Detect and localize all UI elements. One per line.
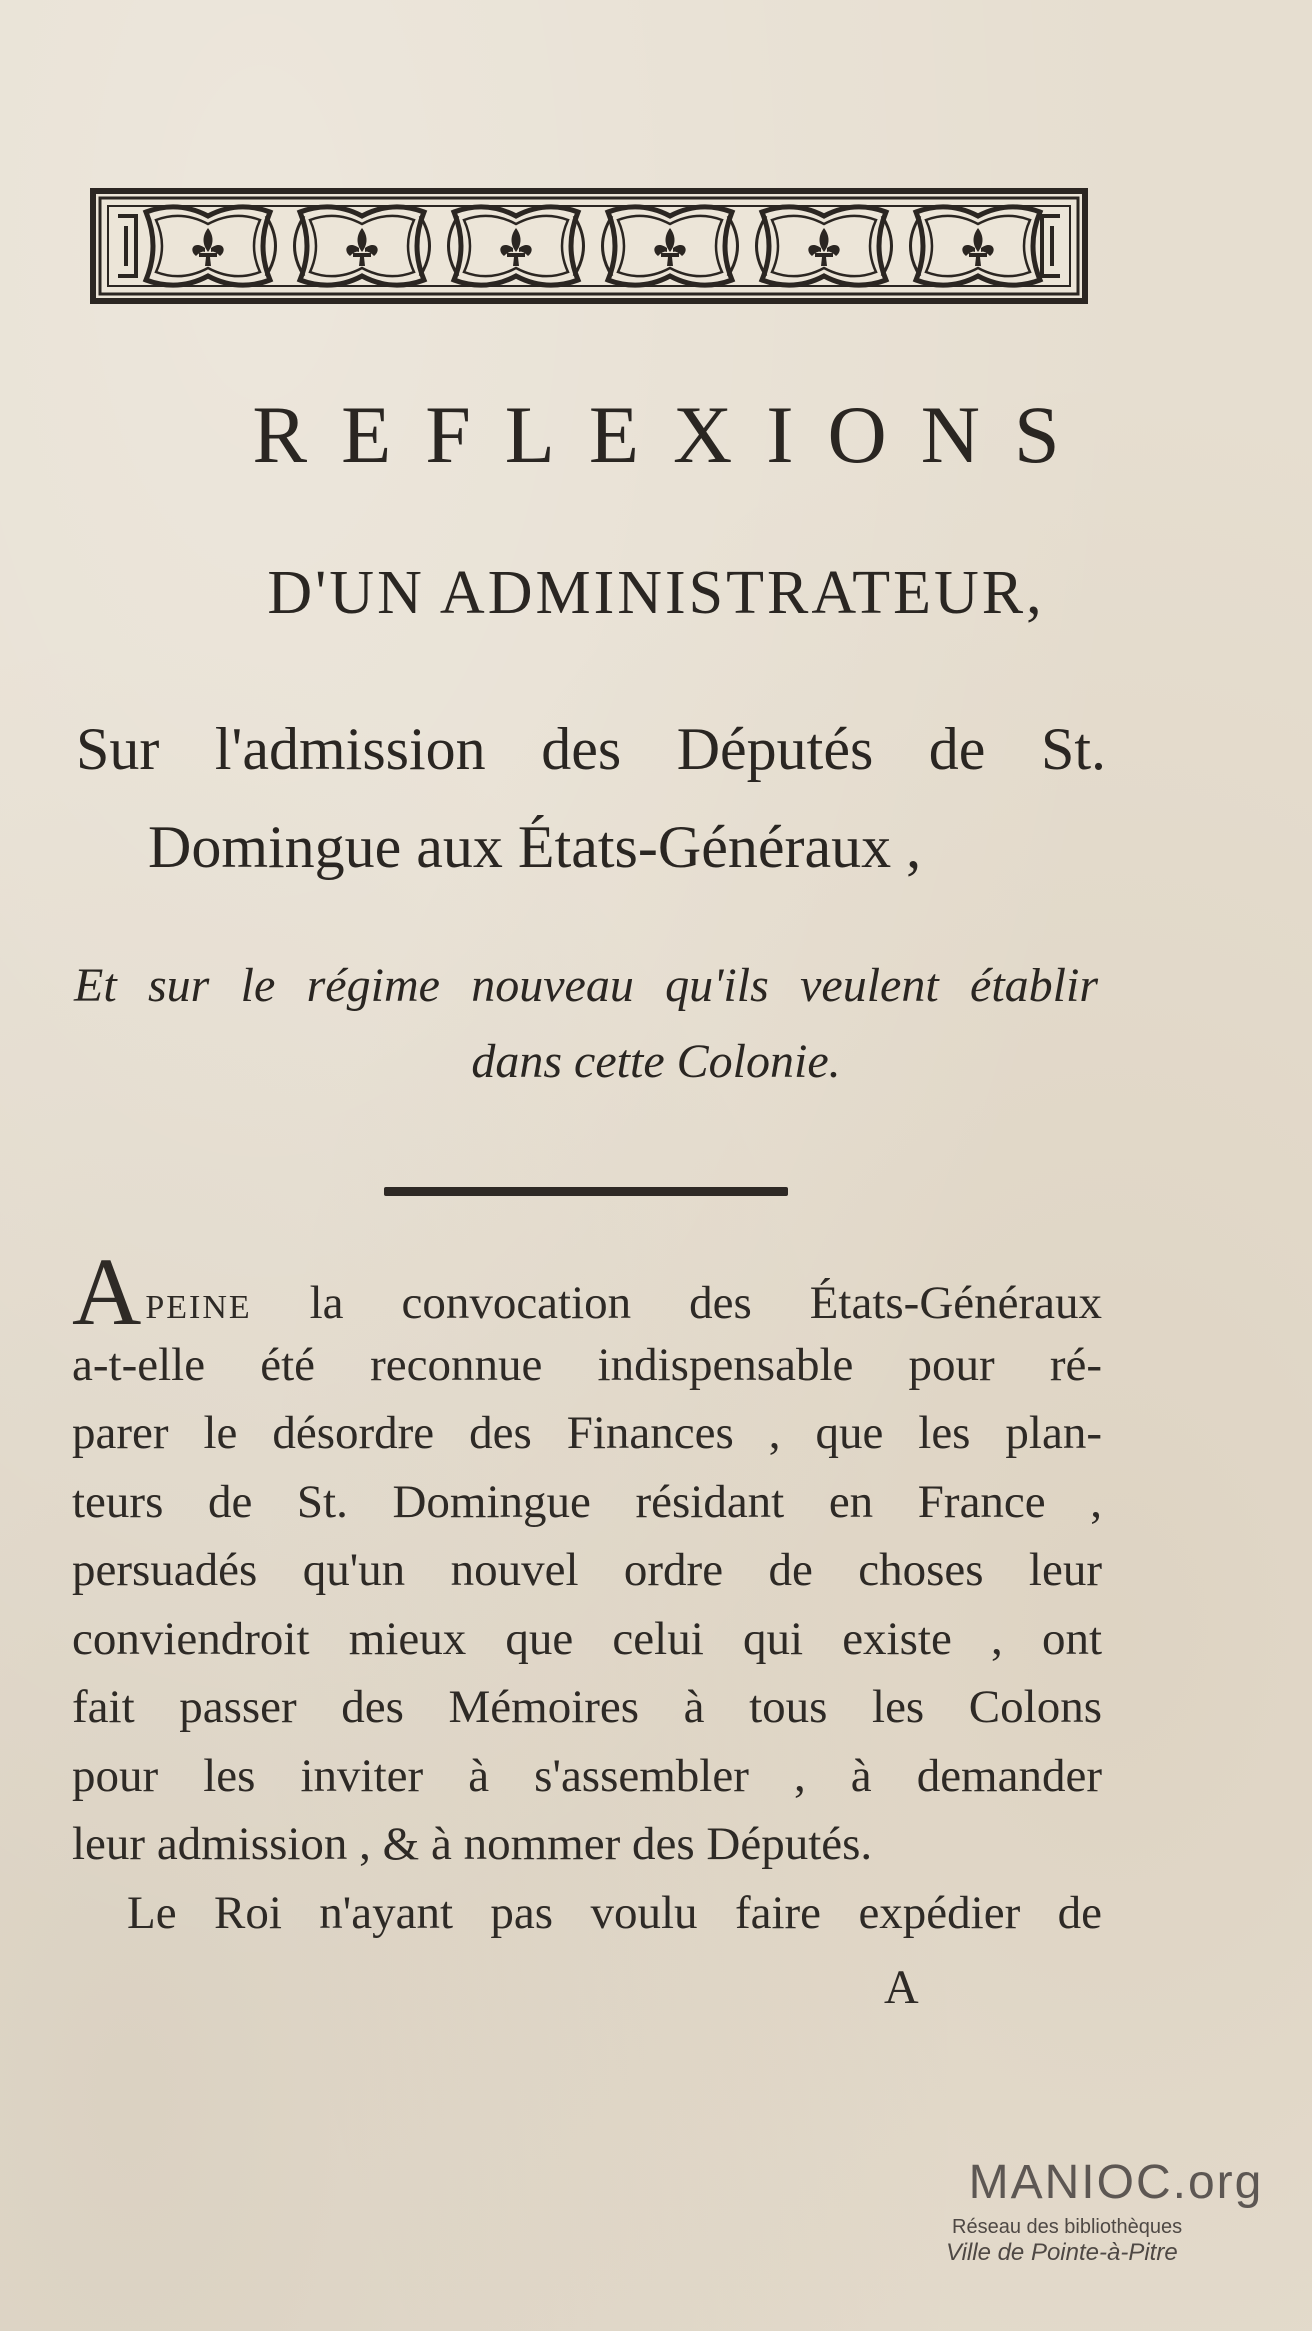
body-line: a-t-elle été reconnue indispensable pour ré- [72, 1338, 1102, 1391]
body-line-last: Le Roi n'ayant pas voulu faire expédier de [127, 1886, 1102, 1939]
body-line: parer le désordre des Finances , que les plan- [72, 1407, 1102, 1459]
watermark-network: Réseau des bibliothèques [952, 2216, 1183, 2238]
body-line: teurs de St. Domingue résidant en France , [72, 1475, 1102, 1528]
italic-subtitle-line-2: dans cette Colonie. [471, 1035, 841, 1088]
watermark-logo: MANIOC.org [968, 2156, 1264, 2209]
fleur-de-lis-ornament-icon [96, 194, 1082, 298]
drop-cap: A [72, 1238, 142, 1345]
body-paragraph [72, 1238, 1102, 1947]
page-title: REFLEXIONS [252, 389, 1094, 480]
ornamental-header-band [90, 188, 1088, 304]
italic-subtitle-line-1: Et sur le régime nouveau qu'ils veulent établir [74, 959, 1098, 1012]
lead-smallcaps: PEINE [145, 1289, 252, 1326]
body-line: persuadés qu'un nouvel ordre de choses leur [72, 1544, 1102, 1596]
page-subtitle: D'UN ADMINISTRATEUR, [267, 559, 1045, 627]
signature-mark: A [884, 1961, 919, 2014]
title-line-3: Sur l'admission des Députés de St. [76, 716, 1106, 782]
body-line: fait passer des Mémoires à tous les Colons [72, 1681, 1102, 1733]
body-line-first [72, 1238, 1102, 1345]
body-line: pour les inviter à s'assembler , à demander [72, 1749, 1102, 1802]
watermark-city: Ville de Pointe-à-Pitre [946, 2239, 1178, 2266]
title-line-4: Domingue aux États-Généraux , [148, 814, 922, 880]
body-line: leur admission , & à nommer des Députés. [72, 1818, 873, 1870]
first-line-rest: la convocation des États-Généraux [251, 1277, 1102, 1329]
horizontal-rule [384, 1187, 788, 1196]
watermark [946, 2155, 1286, 2267]
body-line: conviendroit mieux que celui qui existe , ont [72, 1612, 1102, 1665]
